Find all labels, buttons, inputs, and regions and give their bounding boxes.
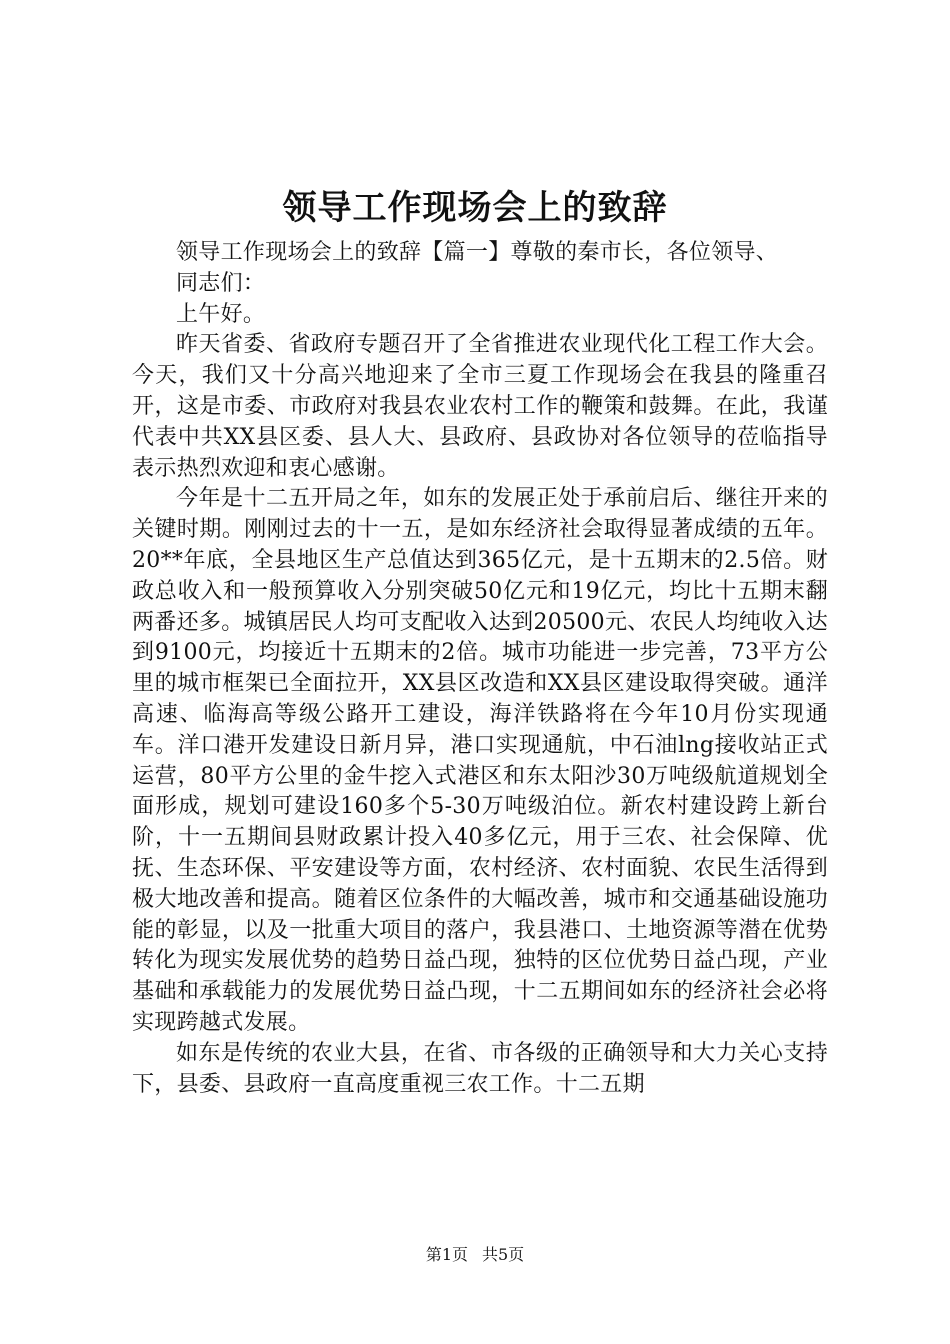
paragraph-development: 今年是十二五开局之年，如东的发展正处于承前启后、继往开来的关键时期。刚刚过去的十一五，是如东经济社会取得显著成绩的五年。20**年底，全县地区生产总值达到365亿元，是十五期末的2.5倍。财政总收入和一般预算收入分别突破50亿元和19亿元，均比十五期末翻两番还多。城镇居民人均可支配收入达到20500元、农民人均纯收入达到9100元，均接近十五期末的2倍。城市功能进一步完善，73平方公里的城市框架已全面拉开，XX县区改造和XX县区建设取得突破。通洋高速、临海高等级公路开工建设，海洋铁路将在今年10月份实现通车。洋口港开发建设日新月异，港口实现通航，中石油lng接收站正式运营，80平方公里的金牛挖入式港区和东太阳沙30万吨级航道规划全面形成，规划可建设160多个5-30万吨级泊位。新农村建设跨上新台阶，十一五期间县财政累计投入40多亿元，用于三农、社会保障、优抚、生态环保、平安建设等方面，农村经济、农村面貌、农民生活得到极大地改善和提高。随着区位条件的大幅改善，城市和交通基础设施功能的彰显，以及一批重大项目的落户，我县港口、土地资源等潜在优势转化为现实发展优势的趋势日益凸现，独特的区位优势日益凸现，产业基础和承载能力的发展优势日益凸现，十二五期间如东的经济社会必将实现跨越式发展。 [132, 486, 828, 1035]
paragraph-greeting: 领导工作现场会上的致辞【篇一】尊敬的秦市长，各位领导、 [176, 240, 779, 265]
paragraph-salutation: 同志们： [176, 270, 266, 296]
paragraph-agriculture: 如东是传统的农业大县，在省、市各级的正确领导和大力关心支持下，县委、县政府一直高度重视三农工作。十二五期 [132, 1040, 828, 1097]
page-number: 第1页 [425, 1245, 468, 1264]
document-title: 领导工作现场会上的致辞 [282, 188, 668, 228]
document-body [132, 238, 828, 1100]
paragraph-good-morning: 上午好。 [176, 301, 266, 327]
page-footer [0, 1244, 950, 1266]
page-total: 共5页 [482, 1245, 525, 1264]
paragraph-welcome: 昨天省委、省政府专题召开了全省推进农业现代化工程工作大会。今天，我们又十分高兴地迎来了全市三夏工作现场会在我县的隆重召开，这是市委、市政府对我县农业农村工作的鞭策和鼓舞。在此，我谨代表中共XX县区委、县人大、县政府、县政协对各位领导的莅临指导表示热烈欢迎和衷心感谢。 [132, 332, 828, 481]
